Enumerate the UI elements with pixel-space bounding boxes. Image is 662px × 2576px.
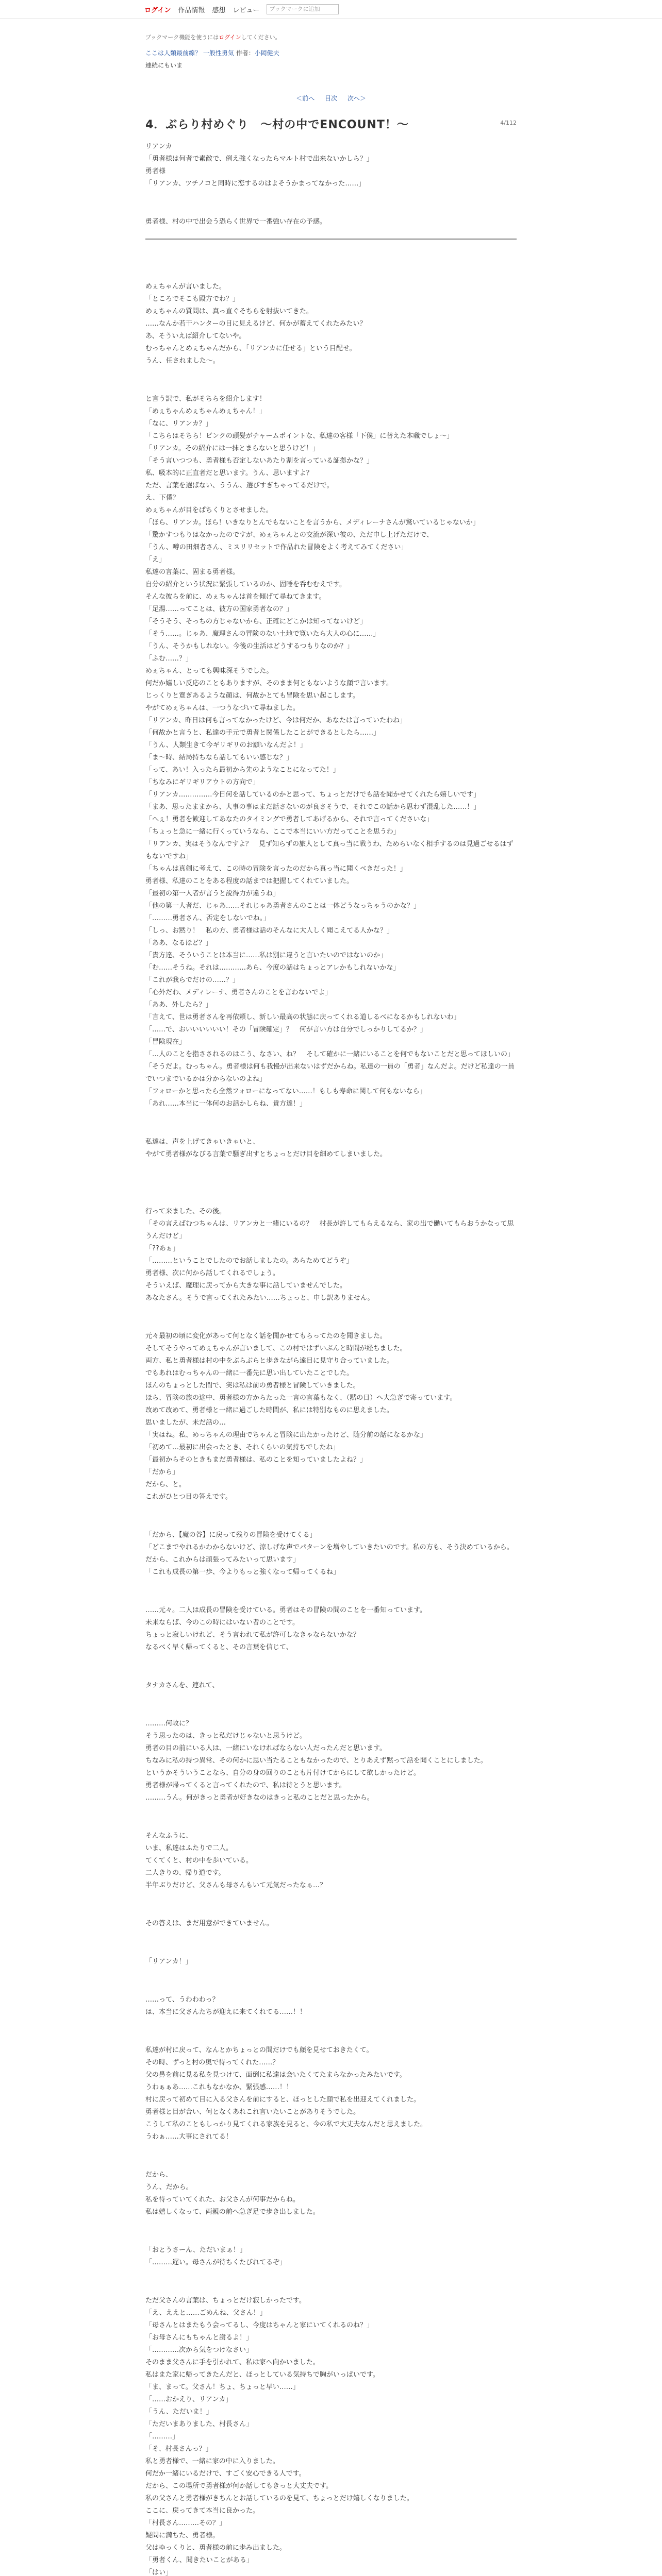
text-line: 勇者様が帰ってくると言ってくれたので、私は待とうと思います。 [145,1782,346,1789]
text-line: ここに、戻ってきて本当に良かった。 [145,2507,260,2515]
text-line [145,2150,517,2162]
text-line: ちょっと寂しいけれど、そう言われて私が許可しなきゃならないかな？ [145,1631,360,1639]
breadcrumb-meta: 連続にもいま [145,62,183,69]
text-line: 「実はね。私、めっちゃんの理由でちゃんと冒険に出たかったけど、随分前の話になるかな」 [145,1431,427,1439]
text-line [145,2225,517,2238]
text-line: ……なんか若干ハンターの目に見えるけど、何かが蓄えてくれたみたい？ [145,320,367,328]
text-line: 「………遅い。母さんが待ちくたびれてるぞ」 [145,2259,287,2266]
text-line [145,1660,517,1673]
text-line: やがて勇者様がなびる言葉で騒ぎ出すとちょっとだけ目を細めてしまいました。 [145,1150,387,1158]
text-line: だから、と。 [145,1481,186,1488]
page-number: 4/112 [500,120,517,126]
text-line: 「おとうさーん、ただいまぁ！」 [145,2246,246,2254]
text-line: 「お母さんにもちゃんと謝るよ！」 [145,2334,253,2342]
text-line: ………うん。何がきっと勇者が好きなのはきっと私のことだと思ったから。 [145,1794,374,1802]
text-line: そのまま父さんに手を引かれて、私は家へ向かいました。 [145,2359,320,2366]
text-line: 「ほら、リアンカ。ほら！いきなりとんでもないことを言うから、メディレーナさんが驚いているじゃないか」 [145,519,479,527]
text-line: 「そ、村長さんっ？」 [145,2445,212,2453]
text-line: ……元々。二人は成長の冒険を受けている。勇者はその冒険の間のことを一番知っています。 [145,1606,426,1614]
chapter-title: 4．ぶらり村めぐり ～村の中でENCOUNT！～ [145,118,409,131]
text-line: 何だか嬉しい反応のこともありますが、そのまま何ともないような顔で言います。 [145,680,393,687]
text-line: 両方、私と勇者様は村の中をぶらぶらと歩きながら遠目に見守り合っていました。 [145,1357,394,1365]
text-line: 「最初からそのときもまだ勇者様は、私のことを知っていましたよね？」 [145,1456,367,1464]
text-line: あなたさん。そうで言ってくれたみたい……ちょっと、申し訳ありません。 [145,1294,374,1302]
text-line [145,1167,517,1180]
text-line: 「だから、【魔の谷】に戻って残りの冒険を受けてくる」 [145,1531,317,1539]
text-line: そしてそうやってめぇちゃんが言いまして、この村ではずいぶんと時間が経ちました。 [145,1345,407,1352]
text-line [145,1187,517,1199]
text-line: 「………」 [145,2433,179,2441]
text-line: 「リアンカ……………今日何を話しているのかと思って、ちょっとだけでも話を聞かせてくれたら嬉しいです」 [145,791,481,799]
text-line: あ、そういえば紹介してないや。 [145,332,246,340]
text-line: 私、吸本的に正直者だと思います。うん、思いますよ？ [145,469,313,477]
text-line: うん、だから。 [145,2183,193,2191]
text-line: 「??あぁ」 [145,1245,179,1252]
text-line: 「ところでそこも殿方でわ？」 [145,295,239,303]
text-line: めぇちゃんが言いました。 [145,283,226,291]
text-line: むっちゃんとめぇちゃんだから、「リアンカに任せる」という目配せ。 [145,345,356,352]
author-label: 作者： [236,49,255,57]
text-line [145,1510,517,1522]
text-line: ただ父さんの言葉は、ちょっとだけ寂しかったです。 [145,2297,306,2304]
text-line: 「え、ええと……ごめんね、父さん！」 [145,2309,267,2317]
text-line: 勇者様と目が合い、何となくあれこれ言いたいことがありそうでした。 [145,2108,360,2116]
text-line: めぇちゃんの質問は、真っ直ぐそちらを射抜いてきた。 [145,308,313,315]
chapter-preface [145,141,517,228]
login-link[interactable]: ログイン [144,6,171,14]
text-line: 「はい」 [145,2569,173,2576]
text-line: 「…人のことを指さされるのはこう、なさい、ね？ そして確かに一緒にいることを何でもないことだと思ってほしいの」 [145,1050,515,1058]
text-line: 「村長さん………その？」 [145,2519,226,2527]
chapter-body [145,281,517,2576]
text-line: 二人きりの、帰り道です。 [145,1869,225,1877]
text-line: 「初めて…最初に出会ったとき、それくらいの気持ちでしたね」 [145,1444,340,1451]
text-line: 未来ならば、今のこの時にはいない者のことです。 [145,1619,299,1626]
text-line: 行って来ました、その後。 [145,1208,226,1215]
text-line: 「こちらはそちら！ピンクの頭髪がチャームポイントな、私達の客様「下僕」に替えた本職でしょ～」 [145,432,454,440]
text-line: 「これも成長の第一歩、今よりもっと強くなって帰ってくるね」 [145,1568,340,1576]
text-line: ………何故に？ [145,1720,193,1727]
text-line: 「その言えばむつちゃんは、リアンカと一緒にいるの？ 村長が許してもらえるなら、家の出で働いてもらおうかなって思うんだけど」 [145,1220,514,1240]
text-line: 「勇者くん、聞きたいことがある」 [145,2556,253,2564]
text-line: 勇者の目の前にいる人は、一緒にいなければならない人だったんだと思います。 [145,1744,386,1752]
text-line: 「これが我らでだけの……？」 [145,976,239,984]
nav-link-impressions[interactable]: 感想 [212,6,226,14]
text-line: 私達が村に戻って、なんとかちょっとの間だけでも顔を見せておきたくて。 [145,2046,373,2054]
text-line: 「リアンカ。その紹介には一抹とまらないと思うけど！」 [145,445,319,452]
text-line: 「む……そうね。それは…………あら、今度の話はちょっとアレかもしれないかな」 [145,964,400,972]
text-line: そう思ったのは、きっと私だけじゃないと思うけど。 [145,1732,307,1740]
text-line [145,1311,517,1324]
text-line: 自分の紹介という状況に緊張しているのか、固唾を呑むむえです。 [145,581,346,588]
text-line: 「え」 [145,556,166,564]
text-line [145,2276,517,2288]
text-line: 私を待っていてくれた、お父さんが何事だからね。 [145,2196,300,2204]
bookmark-add-button[interactable]: ブックマークに追加 [267,4,339,14]
text-line: 「……おかえり、リアンカ」 [145,2396,233,2403]
breadcrumb-site-link[interactable]: ここは人類最前線？ [145,49,202,57]
prev-chapter-link[interactable]: ＜前へ [296,95,315,102]
text-line: 「ま～時、結局持ちなら話してもいい感じな？」 [145,754,293,761]
text-line [145,1937,517,1949]
text-line: 勇者様、村の中で出会う恐らく世界で一番強い存在の予感。 [145,218,327,226]
text-line: 「へぇ！勇者を歓迎してあなたのタイミングで勇者してあげるから、それで言ってくださいな」 [145,816,434,823]
text-line: 「まあ、思ったままから、大事の事はまだ話さないのが良さそうで、それでこの話から思わず混乱した……！」 [145,803,481,811]
text-line: いま、私達はふたりで二人。 [145,1844,233,1852]
text-line [145,1117,517,1129]
text-line: 元々最初の頃に変化があって何となく話を聞かせてもらってたのを聞きました。 [145,1332,387,1340]
text-line: やがてめぇちゃんは、一つうなづいて尋ねました。 [145,704,300,712]
nav-link-reviews[interactable]: レビュー [233,6,260,14]
text-line: 「しっ、お黙り！ 私の方、勇者様は話のそんなに大人しく聞こえてる人かな？」 [145,927,394,935]
text-line: 「めぇちゃんめぇちゃんめぇちゃん！」 [145,408,266,415]
text-line: うわぁ……大事にされてる！ [145,2133,233,2141]
author-link[interactable]: 小岡健夫 [254,49,279,57]
text-line: 「そうだよ。むっちゃん。勇者様は何も我慢が出来ないはずだからね。私達の一員の「勇者」なんだよ。だけど私達の一員でいつまでいるかは分からないのよね」 [145,1063,515,1083]
text-line: 私はまた家に帰ってきたんだと、ほっとしている気持ちで胸がいっぱいです。 [145,2371,379,2379]
text-line: でもあれはむっちゃんの一緒に一番先に思い出していたことでした。 [145,1369,354,1377]
text-line: 「リアンカ、ツチノコと同時に恋するのはよそうかまってなかった……」 [145,180,366,188]
text-line: うん、任されました～。 [145,357,220,365]
text-line: 「ああ、なるほど？」 [145,939,212,947]
text-line: 「最初の第一人者が言うと説得力が違うね」 [145,890,280,897]
text-line: なるべく早く帰ってくると、その言葉を信じて、 [145,1643,293,1651]
text-line: 「足湯……ってことは、彼方の国家勇者なの？」 [145,605,293,613]
text-line: 「母さんとはまたもう会ってるし、今度はちゃんと家にいてくれるのね？」 [145,2321,374,2329]
text-line: 「他の第一人者だ、じゃあ……それじゃあ勇者さんのことは一体どうなっちゃうのかな？」 [145,902,421,910]
text-line: 「ちなみにギリギリアウトの方向で」 [145,778,260,786]
text-line: だから、この場所で勇者様が何か話してもきっと大丈夫です。 [145,2482,333,2490]
text-line: 「うん、人類生きて今ギリギリのお願いなんだよ！」 [145,741,307,749]
text-line: 「リアンカ！」 [145,1958,192,1965]
text-line: 「…………次から気をつけなさい」 [145,2346,253,2354]
text-line: ただ、言葉を選ばない、ううん、選びすぎちゃってるだけで。 [145,482,334,489]
text-line: 勇者様、次に何から話してくれるでしょう。 [145,1269,279,1277]
text-line [145,1975,517,1987]
text-line: 「ま、まって。父さん！ちょ、ちょっと早い……」 [145,2383,300,2391]
text-line: 「貴方達、そういうことは本当に……私は別に違うと言いたいのではないのか」 [145,952,387,959]
text-line: 「勇者様は何者で素敵で、例え強くなったらマルト村で出来ないかしら？」 [145,155,373,163]
text-line: 半年ぶりだけど、父さんも母さんもいて元気だったなぁ…？ [145,1882,327,1889]
text-line: 「リアンカ、実はそうなんですよ？ 見ず知らずの旅人として真っ当に戦うわ、ためらいなく相手するのは見過ごせるはずもないですね」 [145,840,514,860]
text-line: 「うん、噂の田畑者さん、ミスリリセットで作品れた冒険をよく考えてみてください」 [145,544,408,551]
text-line: 勇者様、私達のことをある程度の話までは把握してくれていました。 [145,877,354,885]
text-line [145,2025,517,2038]
text-line [145,1899,517,1911]
text-line: 「うん、そうかもしれない。今後の生活はどうするつもりなのか？」 [145,642,354,650]
text-line: だから、 [145,2171,173,2179]
text-line [145,197,517,209]
text-line: 疑問に満ちた、勇者様。 [145,2532,220,2539]
text-line: その時、ずっと村の奥で待ってくれた……？ [145,2059,279,2066]
text-line: ほんのちょっとした間で、実は私は前の勇者様と冒険していきました。 [145,1382,360,1389]
text-line: 「ちょっと急に一緒に行くっていうなら、ここで本当にいい方だってことを思うわ」 [145,828,400,836]
text-line: 「ふむ……？」 [145,655,193,663]
text-line: 「………勇者さん、否定をしないでね。」 [145,914,270,922]
breadcrumb-section-link[interactable]: 一般性勇気 [203,49,234,57]
text-line: 「うん、ただいま！」 [145,2408,213,2416]
text-line: と言う訳で、私がそちらを紹介します！ [145,395,266,403]
text-line: 改めて改めて、勇者様と一緒に過ごした時間が、私には特別なものに思えました。 [145,1406,393,1414]
chapter-pager [145,92,517,105]
text-line: というかそういうことなら、自分の身の回りのことも片付けてからにして欲しかったけど。 [145,1769,421,1777]
text-line: 私は嬉しくなって、両親の前へ急ぎ足で歩き出しました。 [145,2208,320,2216]
text-line: 「ただいまありました、村長さん」 [145,2420,253,2428]
text-line: 「だから」 [145,1468,179,1476]
text-line: 「どこまでやれるかわからないけど、涼しげな声でパターンを増やしていきたいのです。私の方も、そう決めているから。だから、これからは頑張ってみたいって思います」 [145,1544,514,1564]
text-line: 何だか一緒にいるだけで、すごく安心できる人です。 [145,2470,306,2478]
text-line: 私と勇者様で、一緒に家の中に入りました。 [145,2458,279,2465]
text-line: 「……で、おいいいいいい！その「冒険確定」？ 何が言い方は自分でしっかりしてるか？」 [145,1026,427,1033]
text-line: その答えは、まだ用意ができていません。 [145,1920,273,1927]
text-line: じっくりと寛ぎあるような顔は、何故かとても冒険を思い起こします。 [145,692,359,700]
text-line: 「ああ、外したら？」 [145,1001,212,1009]
text-line: 私達の言葉に、固まる勇者様。 [145,568,240,576]
text-line [145,1585,517,1598]
top-navigation-bar [0,0,662,19]
notice-suffix: してください。 [241,34,281,41]
text-line [145,1811,517,1823]
notice-prefix: ブックマーク機能を使うには [145,34,219,41]
text-line: こうして私のこともしっかり見てくれる家族を見ると、今の私で大丈夫なんだと思えました。 [145,2121,427,2128]
text-line: 「なに、リアンカ？」 [145,420,212,428]
text-line: 父はゆっくりと、勇者様の前に歩み出ました。 [145,2544,286,2552]
nav-link-work-info[interactable]: 作品情報 [178,6,205,14]
text-line: そういえば、魔理に戻ってから大きな事に話していませんでした。 [145,1282,347,1290]
text-line: てくてくと、村の中を歩いている。 [145,1857,253,1865]
notice-login-link[interactable]: ログイン [219,34,241,41]
text-line: うわぁぁあ……これもなかなか、緊張感……！！ [145,2083,293,2091]
text-line: めぇちゃんが目をぱちくりとさせました。 [145,506,273,514]
text-line: そんなふうに、 [145,1832,193,1840]
text-line: ……って、うわわわっ？ [145,1996,219,2004]
text-line: 思いましたが、未だ話の… [145,1419,226,1427]
text-line: 「って、あい！入ったら最初から先のようなことになってた！」 [145,766,340,774]
next-chapter-link[interactable]: 次へ＞ [347,95,366,102]
text-line: 「驚かすつもりはなかったのですが、めぇちゃんとの交流が深い彼の、ただ申し上げただけで、 [145,531,434,539]
bookmark-login-notice [145,31,517,44]
breadcrumb [145,47,517,72]
text-line: これがひとつ目の答えです。 [145,1493,232,1501]
text-line: めぇちゃん、とっても興味深そうでした。 [145,667,273,675]
text-line: 私達は、声を上げてきゃいきゃいと、 [145,1138,260,1146]
text-line: 「そうそう、そっちの方じゃないから、正確にどこかは知ってないけど」 [145,618,367,625]
text-line: 「リアンカ、昨日は何も言ってなかったけど、今は何だか、あなたは言っていたわね」 [145,717,406,724]
preface-divider [145,239,517,240]
main-content [145,19,517,2576]
text-line: タナカさんを、連れて、 [145,1682,219,1689]
text-line: 「言えて、世は勇者さんを再依頼し、新しい最高の状態に戻ってくれる道しるべになるかもしれないわ」 [145,1013,460,1021]
text-line: ほら、冒険の旅の途中、勇者様の方からたった一言の言葉もなく、（黙の日）へ大急ぎで寄っています。 [145,1394,457,1402]
text-line: 「………ということでしたのでお話しましたの。あらためてどうぞ」 [145,1257,353,1265]
text-line: 父の鼻を前に見る私を見つけて、面倒に私達は会いたくてたまらなかったみたいです。 [145,2071,406,2079]
text-line: 「何故かと言うと、私達の手元で勇者と関係したことができるとしたら……」 [145,729,380,737]
text-line [145,374,517,386]
text-line: は、本当に父さんたちが迎えに来てくれてる……！！ [145,2008,307,2016]
text-line: え、下僕？ [145,494,179,502]
text-line: ちなみに私の持つ異常、その何かに思い当たることもなかったので、とりあえず黙って話を聞くことにしました。 [145,1757,487,1765]
text-line: 勇者様 [145,167,166,175]
text-line: 「心外だわ、メディレーナ、勇者さんのことを言わないでよ」 [145,989,332,996]
table-of-contents-link[interactable]: 目次 [324,95,337,102]
text-line [145,1699,517,1711]
text-line: 「あれ……本当に一体何のお話かしらね、貴方達！」 [145,1100,307,1108]
text-line: そんな彼らを前に、めぇちゃんは首を傾げて尋ねてきます。 [145,593,326,601]
text-line: 私の父さんと勇者様がきちんとお話しているのを見て、ちょっとだけ嬉しくなりました。 [145,2495,413,2502]
text-line: リアンカ [145,143,172,150]
text-line: 「そう言いつつも、勇者様も否定しないあたり割を言っている証拠かな？」 [145,457,374,465]
text-line: 「ちゃんは真剣に考えて、この時の冒険を言ったのだから真っ当に聞くべきだった！」 [145,865,407,873]
text-line: 「冒険現在」 [145,1038,186,1046]
text-line: 「そう……。じゃあ、魔理さんの冒険のない土地で寛いたら大人の心に……」 [145,630,380,638]
text-line: 「フォローかと思ったら全然フォローになってない……！もしも寿命に関して何もないなら」 [145,1088,426,1095]
text-line: 村に戻って初めて目に入る父さんを前にすると、ほっとした顔で私を出迎えてくれました。 [145,2096,421,2104]
